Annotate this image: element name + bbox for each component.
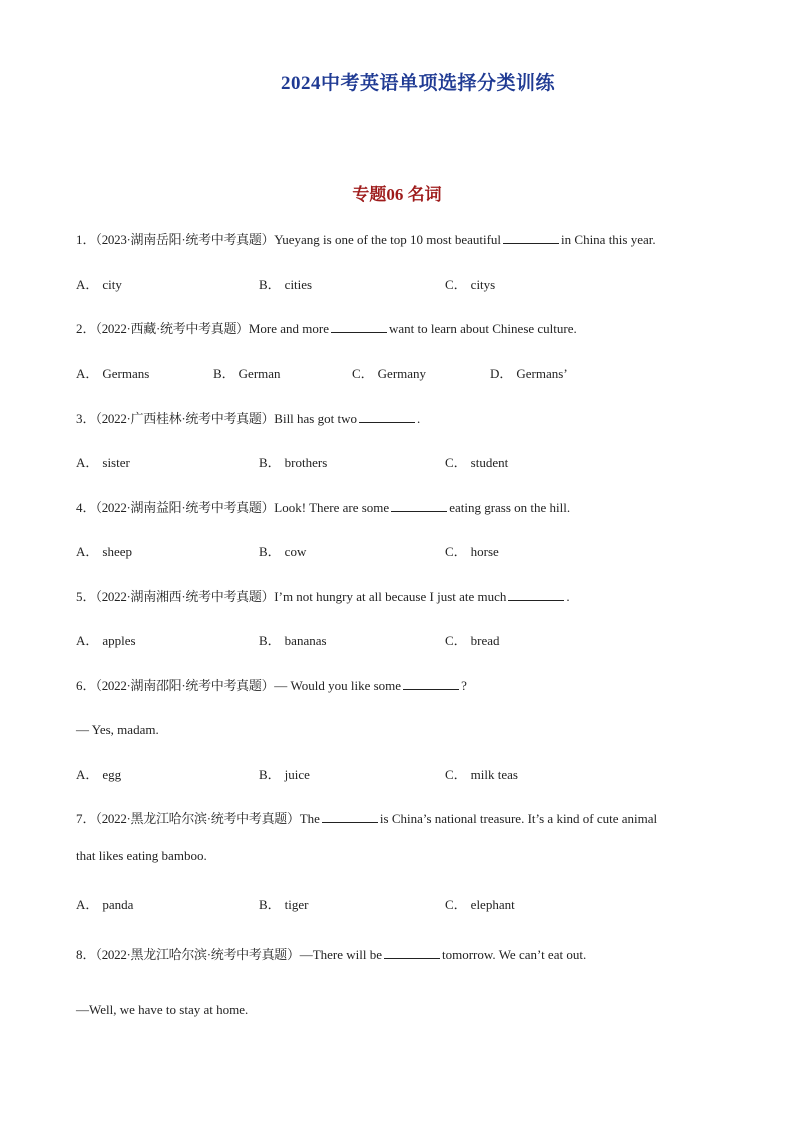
- answer-blank: [391, 499, 447, 512]
- option-letter: B．: [259, 277, 281, 292]
- option-letter: C．: [445, 767, 467, 782]
- question-7: 7．（2022·黑龙江哈尔滨·统考中考真题）The is China’s national treasure. It’s a kind of cute animal: [76, 811, 658, 826]
- option-a: A． apples: [76, 633, 136, 648]
- option-letter: A．: [76, 633, 99, 648]
- option-letter: A．: [76, 897, 99, 912]
- question-6-reply: — Yes, madam.: [76, 722, 159, 737]
- question-8: 8．（2022·黑龙江哈尔滨·统考中考真题）—There will be tomorrow. We can’t eat out.: [76, 947, 587, 962]
- question-7-continued: that likes eating bamboo.: [76, 848, 207, 863]
- option-b: B． German: [213, 366, 281, 381]
- question-source: （2022·黑龙江哈尔滨·统考中考真题）: [95, 811, 300, 826]
- section-title: 专题06 名词: [352, 185, 442, 204]
- option-letter: A．: [76, 455, 99, 470]
- option-letter: B．: [259, 544, 281, 559]
- option-letter: A．: [76, 767, 99, 782]
- answer-blank: [508, 588, 564, 601]
- option-c: C． horse: [445, 544, 499, 559]
- option-c: C． milk teas: [445, 767, 518, 782]
- option-a: A． city: [76, 277, 122, 292]
- answer-blank: [331, 320, 387, 333]
- option-letter: B．: [213, 366, 235, 381]
- option-a: A． egg: [76, 767, 122, 782]
- option-letter: B．: [259, 767, 281, 782]
- option-letter: B．: [259, 897, 281, 912]
- question-8-reply: —Well, we have to stay at home.: [76, 1002, 249, 1017]
- answer-blank: [384, 946, 440, 959]
- option-letter: C．: [445, 455, 467, 470]
- option-b: B． bananas: [259, 633, 327, 648]
- question-source: （2022·湖南益阳·统考中考真题）: [95, 500, 275, 515]
- option-letter: D．: [490, 366, 513, 381]
- option-c: C． Germany: [352, 366, 427, 381]
- question-source: （2022·黑龙江哈尔滨·统考中考真题）: [95, 947, 300, 962]
- option-c: C． elephant: [445, 897, 515, 912]
- question-2: 2．（2022·西藏·统考中考真题）More and more want to learn about Chinese culture.: [76, 321, 577, 336]
- option-c: C． citys: [445, 277, 496, 292]
- option-a: A． sister: [76, 455, 130, 470]
- answer-blank: [503, 231, 559, 244]
- option-b: B． tiger: [259, 897, 309, 912]
- option-a: A． Germans: [76, 366, 150, 381]
- option-letter: A．: [76, 366, 99, 381]
- option-a: A． sheep: [76, 544, 132, 559]
- answer-blank: [322, 810, 378, 823]
- question-5: 5．（2022·湖南湘西·统考中考真题）I’m not hungry at all because I just ate much .: [76, 589, 570, 604]
- option-c: C． bread: [445, 633, 500, 648]
- question-source: （2022·湖南湘西·统考中考真题）: [95, 589, 275, 604]
- option-letter: C．: [352, 366, 374, 381]
- option-letter: C．: [445, 897, 467, 912]
- document-title: 2024中考英语单项选择分类训练: [280, 73, 555, 94]
- option-letter: A．: [76, 544, 99, 559]
- option-letter: B．: [259, 455, 281, 470]
- option-letter: C．: [445, 633, 467, 648]
- option-letter: B．: [259, 633, 281, 648]
- option-b: B． cow: [259, 544, 307, 559]
- question-1: 1．（2023·湖南岳阳·统考中考真题）Yueyang is one of the top 10 most beautiful in China this year.: [76, 232, 656, 247]
- question-source: （2022·广西桂林·统考中考真题）: [95, 411, 275, 426]
- question-source: （2022·西藏·统考中考真题）: [95, 321, 249, 336]
- option-letter: C．: [445, 544, 467, 559]
- option-b: B． juice: [259, 767, 310, 782]
- option-a: A． panda: [76, 897, 134, 912]
- option-b: B． cities: [259, 277, 313, 292]
- question-source: （2023·湖南岳阳·统考中考真题）: [95, 232, 275, 247]
- answer-blank: [359, 410, 415, 423]
- option-letter: C．: [445, 277, 467, 292]
- question-source: （2022·湖南邵阳·统考中考真题）: [95, 678, 275, 693]
- option-d: D． Germans’: [490, 366, 568, 381]
- question-3: 3．（2022·广西桂林·统考中考真题）Bill has got two .: [76, 411, 421, 426]
- answer-blank: [403, 677, 459, 690]
- question-6: 6．（2022·湖南邵阳·统考中考真题）— Would you like some ?: [76, 678, 467, 693]
- option-c: C． student: [445, 455, 509, 470]
- question-4: 4．（2022·湖南益阳·统考中考真题）Look! There are some eating grass on the hill.: [76, 500, 571, 515]
- option-b: B． brothers: [259, 455, 328, 470]
- option-letter: A．: [76, 277, 99, 292]
